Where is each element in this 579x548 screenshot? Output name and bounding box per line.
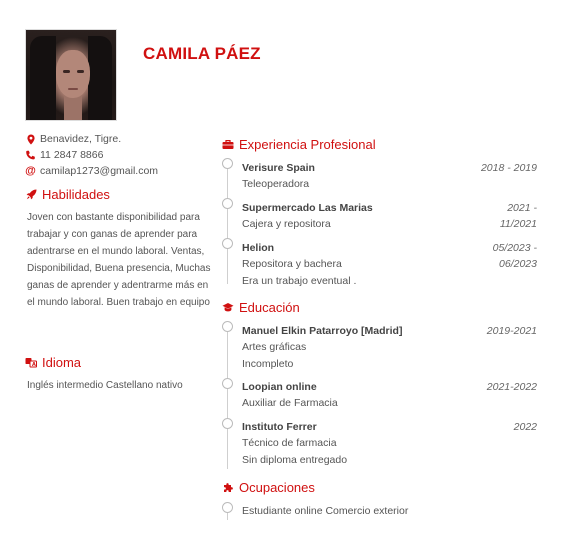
education-program: Artes gráficas <box>242 341 307 353</box>
phone-icon <box>25 150 36 161</box>
occupation-item: Estudiante online Comercio exterior <box>242 505 409 517</box>
language-title: Idioma <box>42 355 82 370</box>
education-school: Manuel Elkin Patarroyo [Madrid] <box>242 325 403 337</box>
experience-date-start: 05/2023 - <box>492 242 537 254</box>
education-date: 2022 <box>513 421 537 433</box>
location-text: Benavidez, Tigre. <box>40 133 122 145</box>
briefcase-icon <box>222 139 234 151</box>
translate-icon <box>25 357 37 369</box>
skills-text: Joven con bastante disponibilidad para trabajar y con ganas de aprender para adentrarse en el mundo laboral. Ventas, Disponibilidad, Buena presencia, Muchas ganas de aprender y adentrarme más en el mundo laboral. Buen trabajo en equipo <box>27 212 211 308</box>
timeline-dot <box>222 238 233 249</box>
experience-company: Helion <box>242 242 275 254</box>
profile-photo <box>25 29 117 121</box>
education-status: Incompleto <box>242 358 294 370</box>
timeline-dot <box>222 158 233 169</box>
experience-role: Cajera y repositora <box>242 218 331 230</box>
phone-text: 11 2847 8866 <box>40 149 104 161</box>
experience-date: 2018 - 2019 <box>480 162 537 174</box>
experience-date-end: 11/2021 <box>499 218 537 230</box>
education-heading <box>222 300 300 315</box>
experience-company: Supermercado Las Marias <box>242 202 373 214</box>
candidate-name: CAMILA PÁEZ <box>143 44 261 63</box>
experience-note: Era un trabajo eventual . <box>242 275 357 287</box>
map-pin-icon <box>25 134 36 145</box>
education-timeline <box>227 326 228 469</box>
education-status: Sin diploma entregado <box>242 454 348 466</box>
timeline-dot <box>222 198 233 209</box>
education-date: 2021-2022 <box>486 381 537 393</box>
experience-role: Repositora y bachera <box>242 258 342 270</box>
skills-title: Habilidades <box>42 187 110 202</box>
experience-company: Verisure Spain <box>242 162 315 174</box>
occupations-heading <box>222 480 315 495</box>
language-text: Inglés intermedio Castellano nativo <box>27 380 183 391</box>
education-school: Loopian online <box>242 381 317 393</box>
experience-role: Teleoperadora <box>242 178 310 190</box>
rocket-icon <box>25 189 37 201</box>
education-school: Instituto Ferrer <box>242 421 317 433</box>
puzzle-icon <box>222 482 234 494</box>
timeline-dot <box>222 321 233 332</box>
experience-title: Experiencia Profesional <box>239 137 376 152</box>
skills-heading <box>25 187 110 202</box>
graduation-cap-icon <box>222 302 234 314</box>
education-date: 2019-2021 <box>486 325 537 337</box>
contact-email[interactable] <box>25 165 158 177</box>
occupations-title: Ocupaciones <box>239 480 315 495</box>
experience-heading <box>222 137 376 152</box>
experience-timeline <box>227 162 228 284</box>
experience-date-start: 2021 - <box>507 202 537 214</box>
education-title: Educación <box>239 300 300 315</box>
experience-date-end: 06/2023 <box>499 258 537 270</box>
language-heading <box>25 355 81 370</box>
education-program: Auxiliar de Farmacia <box>242 397 338 409</box>
email-text[interactable]: camilap1273@gmail.com <box>40 165 159 177</box>
timeline-dot <box>222 378 233 389</box>
contact-location <box>25 133 121 145</box>
timeline-dot <box>222 418 233 429</box>
timeline-dot <box>222 502 233 513</box>
education-program: Técnico de farmacia <box>242 437 337 449</box>
svg-text:A: A <box>32 362 36 368</box>
at-sign-icon: @ <box>25 165 36 177</box>
contact-phone <box>25 149 103 161</box>
